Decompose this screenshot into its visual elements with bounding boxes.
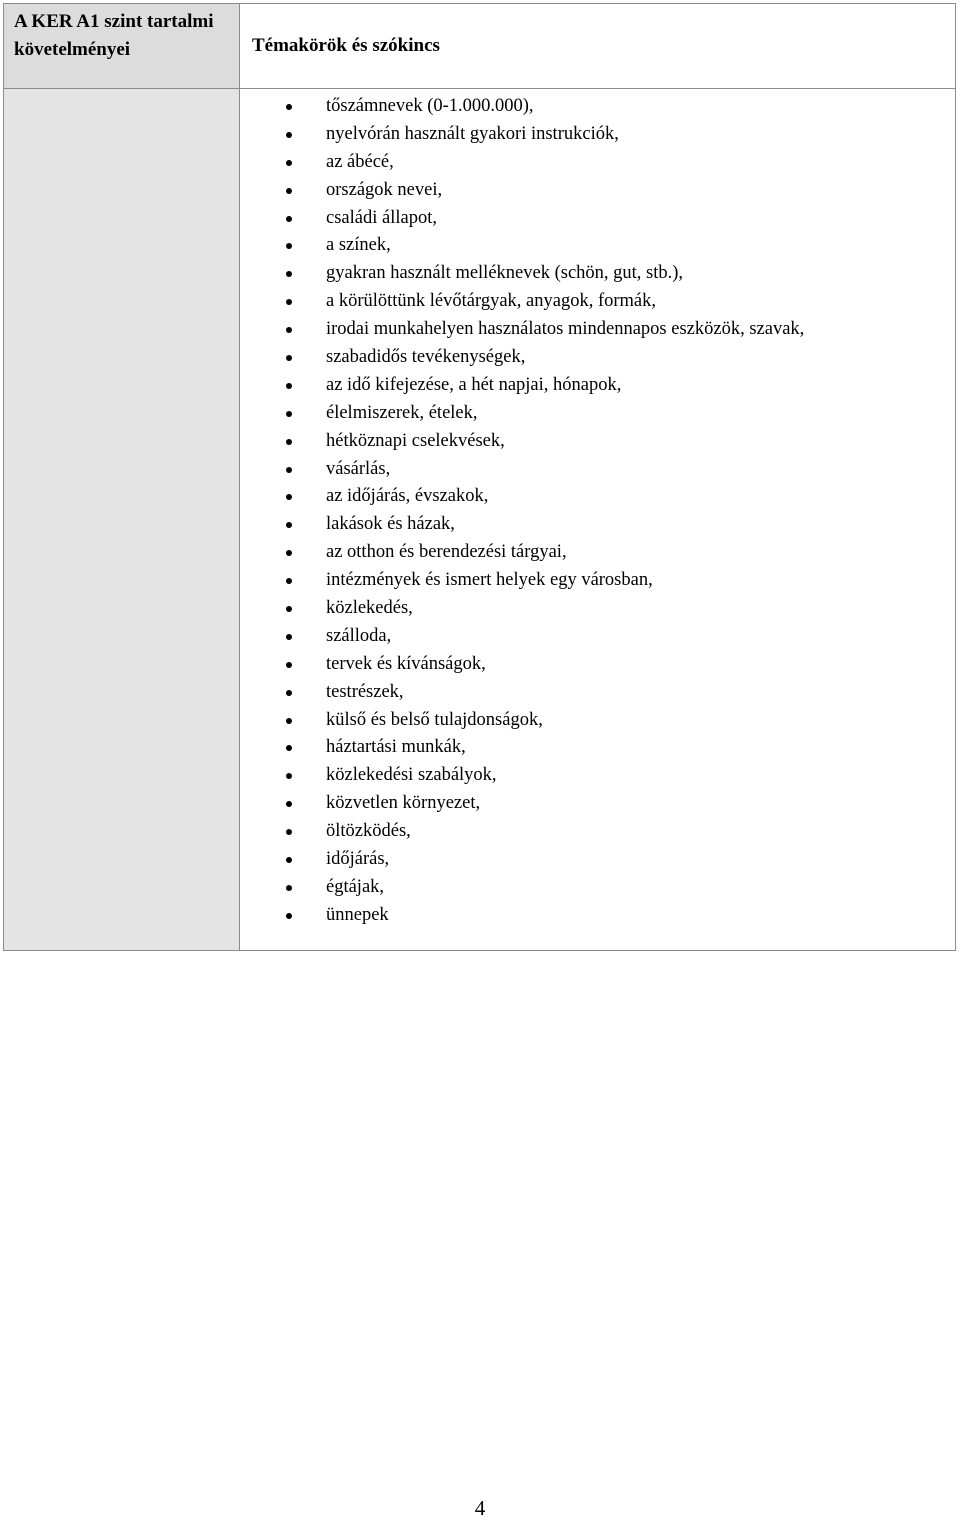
topic-text: nyelvórán használt gyakori instrukciók, bbox=[326, 123, 619, 144]
list-item bbox=[286, 567, 804, 595]
bullet-icon bbox=[286, 662, 292, 668]
bullet-icon bbox=[286, 494, 292, 500]
page-number: 4 bbox=[474, 1496, 486, 1520]
topic-text: az időjárás, évszakok, bbox=[326, 486, 489, 507]
bullet-icon bbox=[286, 271, 292, 277]
topic-text: vásárlás, bbox=[326, 458, 391, 479]
bullet-icon bbox=[286, 913, 292, 919]
bullet-icon bbox=[286, 216, 292, 222]
topic-text: az ábécé, bbox=[326, 151, 394, 172]
bullet-icon bbox=[286, 299, 292, 305]
topic-text: testrészek, bbox=[326, 681, 404, 702]
list-item bbox=[286, 707, 804, 735]
list-item bbox=[286, 762, 804, 790]
topic-text: az otthon és berendezési tárgyai, bbox=[326, 542, 567, 563]
topic-text: irodai munkahelyen használatos mindennapos eszközök, szavak, bbox=[326, 319, 805, 340]
topic-text: ünnepek bbox=[326, 904, 389, 925]
topic-text: időjárás, bbox=[326, 849, 390, 870]
bullet-icon bbox=[286, 160, 292, 166]
list-item bbox=[286, 232, 804, 260]
bullet-icon bbox=[286, 634, 292, 640]
bullet-icon bbox=[286, 104, 292, 110]
topic-text: lakások és házak, bbox=[326, 514, 455, 535]
topic-text: háztartási munkák, bbox=[326, 737, 466, 758]
topic-list bbox=[286, 93, 804, 930]
bullet-icon bbox=[286, 718, 292, 724]
list-item bbox=[286, 372, 804, 400]
list-item bbox=[286, 902, 804, 930]
topic-text: égtájak, bbox=[326, 876, 385, 897]
bullet-icon bbox=[286, 327, 292, 333]
list-item bbox=[286, 790, 804, 818]
topic-text: tervek és kívánságok, bbox=[326, 653, 486, 674]
bullet-icon bbox=[286, 690, 292, 696]
bullet-icon bbox=[286, 383, 292, 389]
list-item bbox=[286, 288, 804, 316]
requirements-table bbox=[3, 3, 956, 951]
bullet-icon bbox=[286, 773, 292, 779]
topic-text: a színek, bbox=[326, 235, 391, 256]
topic-text: gyakran használt melléknevek (schön, gut, stb.), bbox=[326, 263, 684, 284]
list-item bbox=[286, 734, 804, 762]
list-item bbox=[286, 93, 804, 121]
topic-text: az idő kifejezése, a hét napjai, hónapok, bbox=[326, 374, 622, 395]
topic-text: családi állapot, bbox=[326, 207, 437, 228]
list-item bbox=[286, 121, 804, 149]
header-cell-level: A KER A1 szint tartalmi követelményei bbox=[4, 4, 240, 88]
topic-text: szabadidős tevékenységek, bbox=[326, 347, 526, 368]
bullet-icon bbox=[286, 829, 292, 835]
topic-text: országok nevei, bbox=[326, 179, 443, 200]
bullet-icon bbox=[286, 188, 292, 194]
list-item bbox=[286, 679, 804, 707]
list-item bbox=[286, 846, 804, 874]
bullet-icon bbox=[286, 550, 292, 556]
bullet-icon bbox=[286, 132, 292, 138]
bullet-icon bbox=[286, 355, 292, 361]
bullet-icon bbox=[286, 243, 292, 249]
list-item bbox=[286, 316, 804, 344]
bullet-icon bbox=[286, 745, 292, 751]
topic-text: élelmiszerek, ételek, bbox=[326, 402, 478, 423]
bullet-icon bbox=[286, 578, 292, 584]
list-item bbox=[286, 511, 804, 539]
bullet-icon bbox=[286, 606, 292, 612]
list-item bbox=[286, 539, 804, 567]
topic-text: intézmények és ismert helyek egy városban, bbox=[326, 570, 653, 591]
topic-text: közlekedési szabályok, bbox=[326, 765, 497, 786]
level-cell bbox=[4, 89, 240, 950]
bullet-icon bbox=[286, 857, 292, 863]
list-item bbox=[286, 205, 804, 233]
header-cell-topics: Témakörök és szókincs bbox=[240, 4, 955, 88]
list-item bbox=[286, 400, 804, 428]
topic-text: közvetlen környezet, bbox=[326, 793, 481, 814]
table-body-row bbox=[4, 89, 955, 950]
topic-text: közlekedés, bbox=[326, 598, 413, 619]
topic-text: szálloda, bbox=[326, 625, 392, 646]
bullet-icon bbox=[286, 801, 292, 807]
topic-text: külső és belső tulajdonságok, bbox=[326, 709, 543, 730]
list-item bbox=[286, 428, 804, 456]
list-item bbox=[286, 177, 804, 205]
bullet-icon bbox=[286, 411, 292, 417]
list-item bbox=[286, 149, 804, 177]
bullet-icon bbox=[286, 885, 292, 891]
list-item bbox=[286, 874, 804, 902]
list-item bbox=[286, 651, 804, 679]
table-header-row bbox=[4, 4, 955, 89]
topics-cell bbox=[240, 89, 955, 950]
list-item bbox=[286, 260, 804, 288]
list-item bbox=[286, 344, 804, 372]
bullet-icon bbox=[286, 467, 292, 473]
topic-text: tőszámnevek (0-1.000.000), bbox=[326, 96, 534, 116]
topic-text: öltözködés, bbox=[326, 821, 411, 842]
list-item bbox=[286, 483, 804, 511]
list-item bbox=[286, 818, 804, 846]
topic-text: hétköznapi cselekvések, bbox=[326, 430, 505, 451]
topic-text: a körülöttünk lévőtárgyak, anyagok, formák, bbox=[326, 291, 657, 312]
bullet-icon bbox=[286, 439, 292, 445]
list-item bbox=[286, 623, 804, 651]
bullet-icon bbox=[286, 522, 292, 528]
list-item bbox=[286, 456, 804, 484]
list-item bbox=[286, 595, 804, 623]
